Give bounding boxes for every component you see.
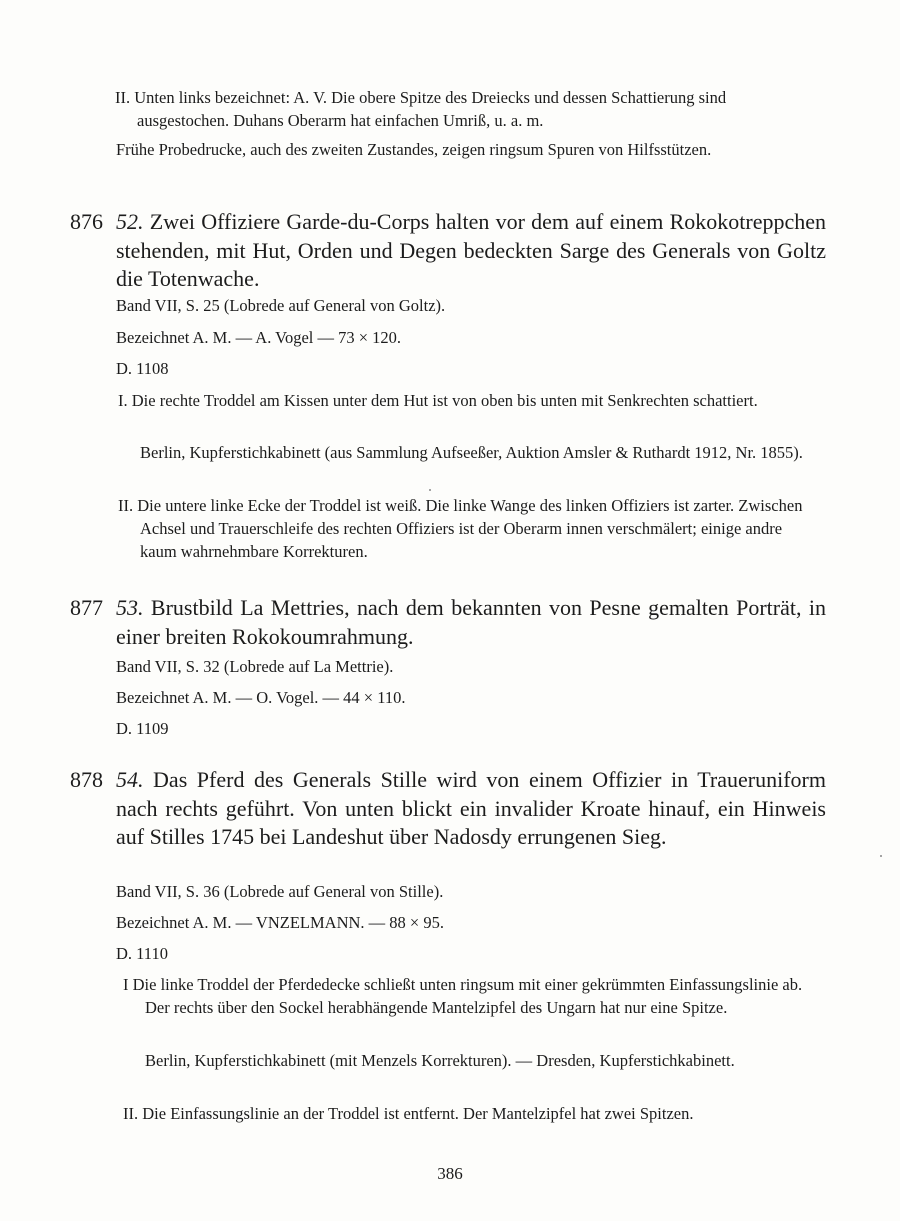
state-ii-text: II. Die Einfassungslinie an der Troddel ist entfernt. Der Mantelzipfel hat zwei Spitzen. (123, 1104, 694, 1123)
entry-title-text: Brustbild La Mettries, nach dem bekannten von Pesne gemalten Porträt, in einer breiten Rokokoumrahmung. (116, 595, 827, 649)
d-number: D. 1110 (116, 944, 168, 963)
early-proofs-note: Frühe Probedrucke, auch des zweiten Zustandes, zeigen ringsum Spuren von Hilfsstützen. (116, 140, 712, 159)
plate-number: 52. (116, 209, 144, 234)
band-reference: Band VII, S. 36 (Lobrede auf General von Stille). (116, 882, 444, 901)
entry-title (116, 594, 826, 651)
entry-title (116, 208, 826, 294)
plate-number: 53. (116, 595, 144, 620)
entry-number: 877 (70, 595, 103, 620)
print-speck (880, 855, 882, 857)
state-i-text: I. Die rechte Troddel am Kissen unter dem Hut ist von oben bis unten mit Senkrechten schattiert. (118, 391, 758, 410)
d-number: D. 1108 (116, 359, 169, 378)
entry-number: 876 (70, 209, 103, 234)
state-i-location: Berlin, Kupferstichkabinett (aus Sammlung Aufseeßer, Auktion Amsler & Ruthardt 1912, Nr. 1855). (140, 443, 803, 462)
plate-number: 54. (116, 767, 144, 792)
band-reference: Band VII, S. 25 (Lobrede auf General von Goltz). (116, 296, 446, 315)
entry-title (116, 766, 826, 852)
entry-title-text: Das Pferd des Generals Stille wird von einem Offizier in Traueruniform nach rechts geführt. Von unten blickt ein invalider Kroate hinauf, ein Hinweis auf Stilles 1745 bei Landeshut über Nadosdy errungenen Sieg. (116, 767, 826, 849)
entry-title-text: Zwei Offiziere Garde-du-Corps halten vor dem auf einem Rokokotreppchen stehenden, mit Hut, Orden und Degen bedeckten Sarge des Generals von Goltz die Totenwache. (116, 209, 827, 291)
signature-line: Bezeichnet A. M. — A. Vogel — 73 × 120. (116, 328, 402, 347)
entry-number: 878 (70, 767, 103, 792)
state-i-location: Berlin, Kupferstichkabinett (mit Menzels Korrekturen). — Dresden, Kupferstichkabinett. (145, 1051, 735, 1070)
page-number: 386 (437, 1164, 463, 1183)
d-number: D. 1109 (116, 719, 169, 738)
state-i-text: I Die linke Troddel der Pferdedecke schließt unten ringsum mit einer gekrümmten Einfassungslinie ab. Der rechts über den Sockel herabhängende Mantelzipfel des Ungarn hat nur eine Spitze. (123, 975, 803, 1017)
state-ii-text: II. Die untere linke Ecke der Troddel ist weiß. Die linke Wange des linken Offiziers ist zarter. Zwischen Achsel und Trauerschleife des rechten Offiziers ist der Oberarm innen verschmälert; einige andre kaum wahrnehmbare Korrekturen. (118, 496, 803, 561)
signature-line: Bezeichnet A. M. — O. Vogel. — 44 × 110. (116, 688, 406, 707)
signature-line: Bezeichnet A. M. — VNZELMANN. — 88 × 95. (116, 913, 444, 932)
print-speck (429, 489, 431, 491)
band-reference: Band VII, S. 32 (Lobrede auf La Mettrie). (116, 657, 394, 676)
state-ii-text: II. Unten links bezeichnet: A. V. Die obere Spitze des Dreiecks und dessen Schattierung sind ausgestochen. Duhans Oberarm hat einfachen Umriß, u. a. m. (115, 88, 727, 130)
